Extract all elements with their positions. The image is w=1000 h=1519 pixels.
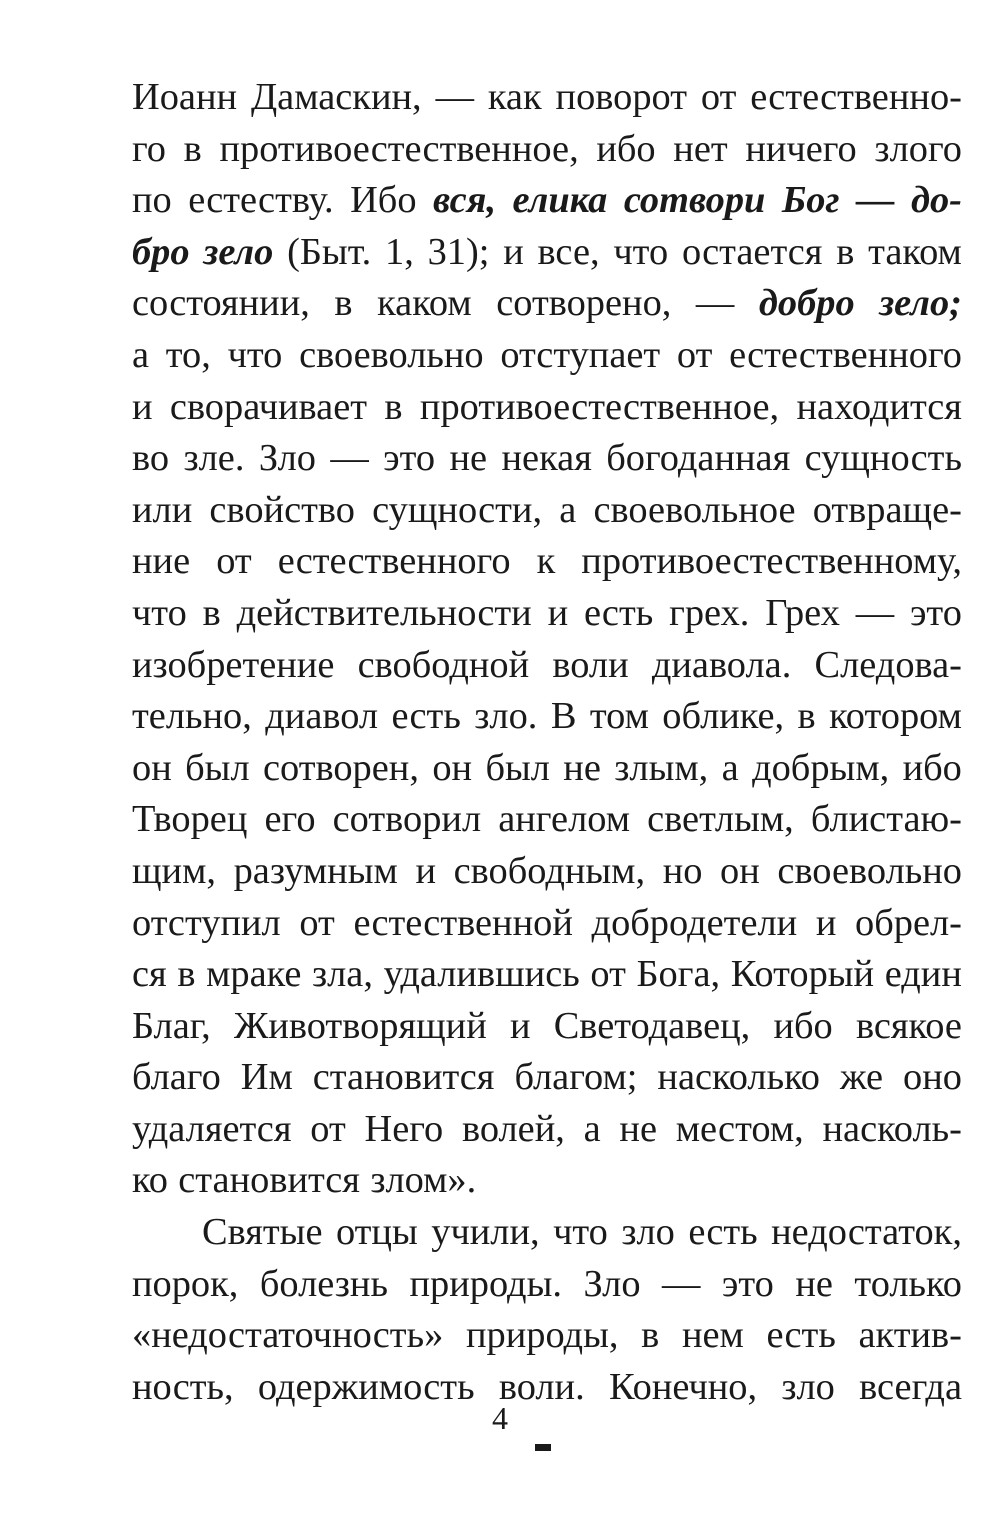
text-line	[132, 1155, 962, 1207]
word: свободным,	[453, 849, 646, 892]
word: злом».	[370, 1159, 477, 1202]
word: удаляется	[132, 1107, 292, 1150]
word: нет	[673, 127, 728, 170]
word: 1,	[385, 230, 414, 273]
text-line	[132, 1362, 962, 1414]
word: каком	[377, 282, 472, 325]
word: не	[563, 746, 601, 789]
word: том	[589, 695, 649, 738]
word: только	[854, 1262, 962, 1305]
word: Благ,	[132, 1004, 211, 1047]
word: в	[836, 230, 855, 273]
word: становится	[312, 1056, 495, 1099]
text-line	[132, 175, 962, 227]
word: это	[721, 1262, 774, 1305]
word: котором	[829, 695, 962, 738]
word: ко	[132, 1159, 168, 1202]
word: к	[536, 540, 556, 583]
word: болезнь	[259, 1262, 388, 1305]
word: состоянии,	[132, 282, 310, 325]
word: —	[695, 282, 735, 325]
word: есть	[391, 695, 461, 738]
word: Им	[240, 1056, 293, 1099]
text-line	[132, 382, 962, 434]
word: не	[795, 1262, 833, 1305]
word: сотворил	[332, 798, 482, 841]
paragraph	[132, 1207, 962, 1413]
word: отвраще-	[812, 488, 962, 531]
word: Дамаскин,	[250, 76, 422, 118]
word: что	[613, 230, 669, 273]
word: противоестественному,	[581, 540, 962, 583]
word: Иоанн	[132, 76, 238, 118]
emphasized-word: бро	[132, 230, 190, 273]
text-line	[132, 278, 962, 330]
emphasized-word: зело;	[879, 282, 962, 325]
word: в	[177, 953, 196, 996]
word: естественного	[729, 333, 962, 376]
word: естественного	[277, 540, 511, 583]
word: свойство	[209, 488, 355, 531]
text-line	[132, 640, 962, 692]
word: отцы	[335, 1211, 418, 1254]
word: сотворен,	[262, 746, 419, 789]
word: изобретение	[132, 643, 335, 686]
word: ся	[132, 953, 167, 996]
word: противоестественное,	[419, 385, 780, 428]
word: природы.	[409, 1262, 562, 1305]
word: Святые	[202, 1211, 323, 1254]
text-line	[132, 743, 962, 795]
word: естеству.	[188, 179, 334, 222]
word: богоданная	[606, 437, 791, 480]
word: от	[590, 953, 626, 996]
word: обрел-	[855, 901, 962, 944]
word: был	[185, 746, 250, 789]
word: и	[547, 591, 569, 634]
word: своевольно	[777, 849, 962, 892]
word: Зло	[583, 1262, 641, 1305]
word: мраке	[206, 953, 302, 996]
word: свободной	[357, 643, 530, 686]
word: Зло	[258, 437, 316, 480]
word: от	[299, 901, 335, 944]
word: злым,	[614, 746, 709, 789]
word: становится	[178, 1159, 360, 1202]
word: по	[132, 179, 172, 222]
word: зло	[781, 1365, 835, 1408]
emphasized-word: елика	[512, 179, 608, 222]
word: актив-	[858, 1314, 962, 1357]
word: добродетели	[591, 901, 798, 944]
word: Животворящий	[233, 1004, 487, 1047]
word: а	[132, 333, 150, 376]
word: Грех	[765, 591, 840, 634]
text-line	[132, 794, 962, 846]
word: не	[449, 437, 488, 480]
word: насколь-	[822, 1107, 962, 1150]
word: его	[264, 798, 316, 841]
word: грех.	[669, 591, 750, 634]
word: естественной	[353, 901, 573, 944]
word: он	[720, 849, 760, 892]
word: своевольно	[299, 333, 484, 376]
word: насколько	[657, 1056, 820, 1099]
word: диавол	[265, 695, 379, 738]
word: всегда	[859, 1365, 962, 1408]
word: был	[485, 746, 550, 789]
word: все,	[537, 230, 600, 273]
word: местом,	[675, 1107, 804, 1150]
word: в	[797, 695, 816, 738]
word: не	[619, 1107, 658, 1150]
word: он	[432, 746, 473, 789]
word: он	[132, 746, 172, 789]
word: сворачивает	[169, 385, 368, 428]
word: или	[132, 488, 193, 531]
word: облике,	[662, 695, 785, 738]
word: оно	[903, 1056, 962, 1099]
word: и	[415, 849, 436, 892]
word: то,	[165, 333, 211, 376]
word: Который	[730, 953, 875, 996]
word: добрым,	[752, 746, 890, 789]
word: и	[132, 385, 153, 428]
word: от	[216, 540, 252, 583]
word: естественно-	[750, 76, 962, 118]
word: щим,	[132, 849, 216, 892]
word: природы,	[465, 1314, 619, 1357]
text-line	[132, 1001, 962, 1053]
word: недостаток,	[771, 1211, 962, 1254]
word: ибо	[902, 746, 962, 789]
word: воли	[552, 643, 629, 686]
word: остается	[681, 230, 823, 273]
word: что	[132, 591, 187, 634]
word: зла,	[311, 953, 373, 996]
text-line	[132, 846, 962, 898]
word: находится	[796, 385, 962, 428]
word: го	[132, 127, 166, 170]
word: благом;	[514, 1056, 638, 1099]
text-line	[132, 1104, 962, 1156]
word: как	[487, 76, 542, 118]
word: в	[641, 1314, 660, 1357]
text-line	[132, 124, 962, 176]
word: тельно,	[132, 695, 252, 738]
word: и	[509, 1004, 531, 1047]
text-line	[132, 1310, 962, 1362]
emphasized-word: —	[856, 179, 895, 222]
page-number: 4	[492, 1400, 508, 1436]
word: и	[503, 230, 524, 273]
word: всякое	[855, 1004, 962, 1047]
word: таком	[868, 230, 962, 273]
word: действительности	[236, 591, 532, 634]
word: нем	[681, 1314, 744, 1357]
word: это	[909, 591, 962, 634]
word: блистаю-	[810, 798, 962, 841]
emphasized-word: зело	[203, 230, 274, 273]
word: —	[855, 591, 895, 634]
word: разумным	[233, 849, 398, 892]
word: —	[662, 1262, 701, 1305]
word: сущности,	[372, 488, 543, 531]
word: что	[553, 1211, 608, 1254]
word: порок,	[132, 1262, 239, 1305]
word: (Быт.	[287, 230, 372, 273]
word: от	[310, 1107, 346, 1150]
text-line	[132, 898, 962, 950]
text-line	[132, 227, 962, 279]
word: от	[700, 76, 737, 118]
word: же	[839, 1056, 884, 1099]
word: есть	[688, 1211, 758, 1254]
word: ность,	[132, 1365, 234, 1408]
word: есть	[583, 591, 654, 634]
page-number-mark	[535, 1444, 551, 1451]
word: един	[884, 953, 962, 996]
word: но	[662, 849, 703, 892]
word: удалившись	[383, 953, 580, 996]
word: от	[676, 333, 713, 376]
emphasized-word: Бог	[781, 179, 840, 222]
body-text	[132, 72, 962, 1413]
word: отступает	[500, 333, 661, 376]
word: диавола.	[651, 643, 792, 686]
text-line	[132, 536, 962, 588]
word: некая	[501, 437, 592, 480]
word: воли.	[498, 1365, 585, 1408]
text-line	[132, 330, 962, 382]
word: это	[383, 437, 436, 480]
word: Творец	[132, 798, 248, 841]
word: своевольное	[593, 488, 796, 531]
word: —	[330, 437, 369, 480]
word: а	[721, 746, 739, 789]
word: Следова-	[814, 643, 962, 686]
word: и	[815, 901, 837, 944]
word: 31);	[427, 230, 490, 273]
word: противоестественное,	[219, 127, 579, 170]
word: «недостаточность»	[132, 1314, 444, 1357]
word: зло.	[474, 695, 538, 738]
word: что	[227, 333, 283, 376]
text-line	[132, 485, 962, 537]
emphasized-word: до-	[910, 179, 962, 222]
word: светлым,	[647, 798, 794, 841]
word: ибо	[773, 1004, 833, 1047]
word: в	[202, 591, 221, 634]
text-line	[132, 691, 962, 743]
paragraph	[132, 72, 962, 1207]
word: волей,	[461, 1107, 565, 1150]
word: отступил	[132, 901, 281, 944]
word: во	[132, 437, 170, 480]
word: злого	[874, 127, 962, 170]
word: а	[583, 1107, 601, 1150]
text-line	[132, 949, 962, 1001]
word: Ибо	[350, 179, 417, 222]
word: зле.	[183, 437, 245, 480]
word: в	[334, 282, 353, 325]
word: сущность	[804, 437, 962, 480]
word: ангелом	[498, 798, 630, 841]
word: поворот	[555, 76, 687, 118]
word: есть	[766, 1314, 836, 1357]
word: Конечно,	[608, 1365, 758, 1408]
text-line	[132, 1259, 962, 1311]
text-line	[132, 1052, 962, 1104]
word: а	[559, 488, 577, 531]
word: в	[183, 127, 202, 170]
emphasized-word: вся,	[433, 179, 497, 222]
word: зло	[621, 1211, 675, 1254]
word: сотворено,	[496, 282, 672, 325]
text-line	[132, 588, 962, 640]
emphasized-word: добро	[758, 282, 855, 325]
text-line	[132, 433, 962, 485]
word: Него	[364, 1107, 444, 1150]
text-line	[132, 1207, 962, 1259]
word: Бога,	[636, 953, 721, 996]
word: благо	[132, 1056, 221, 1099]
word: ничего	[745, 127, 857, 170]
word: одержимость	[257, 1365, 475, 1408]
word: В	[550, 695, 577, 738]
emphasized-word: сотвори	[623, 179, 766, 222]
word: ние	[132, 540, 191, 583]
word: ибо	[596, 127, 656, 170]
word: в	[384, 385, 403, 428]
word: —	[435, 76, 474, 118]
text-line	[132, 72, 962, 124]
word: Светодавец,	[553, 1004, 751, 1047]
word: учили,	[431, 1211, 540, 1254]
